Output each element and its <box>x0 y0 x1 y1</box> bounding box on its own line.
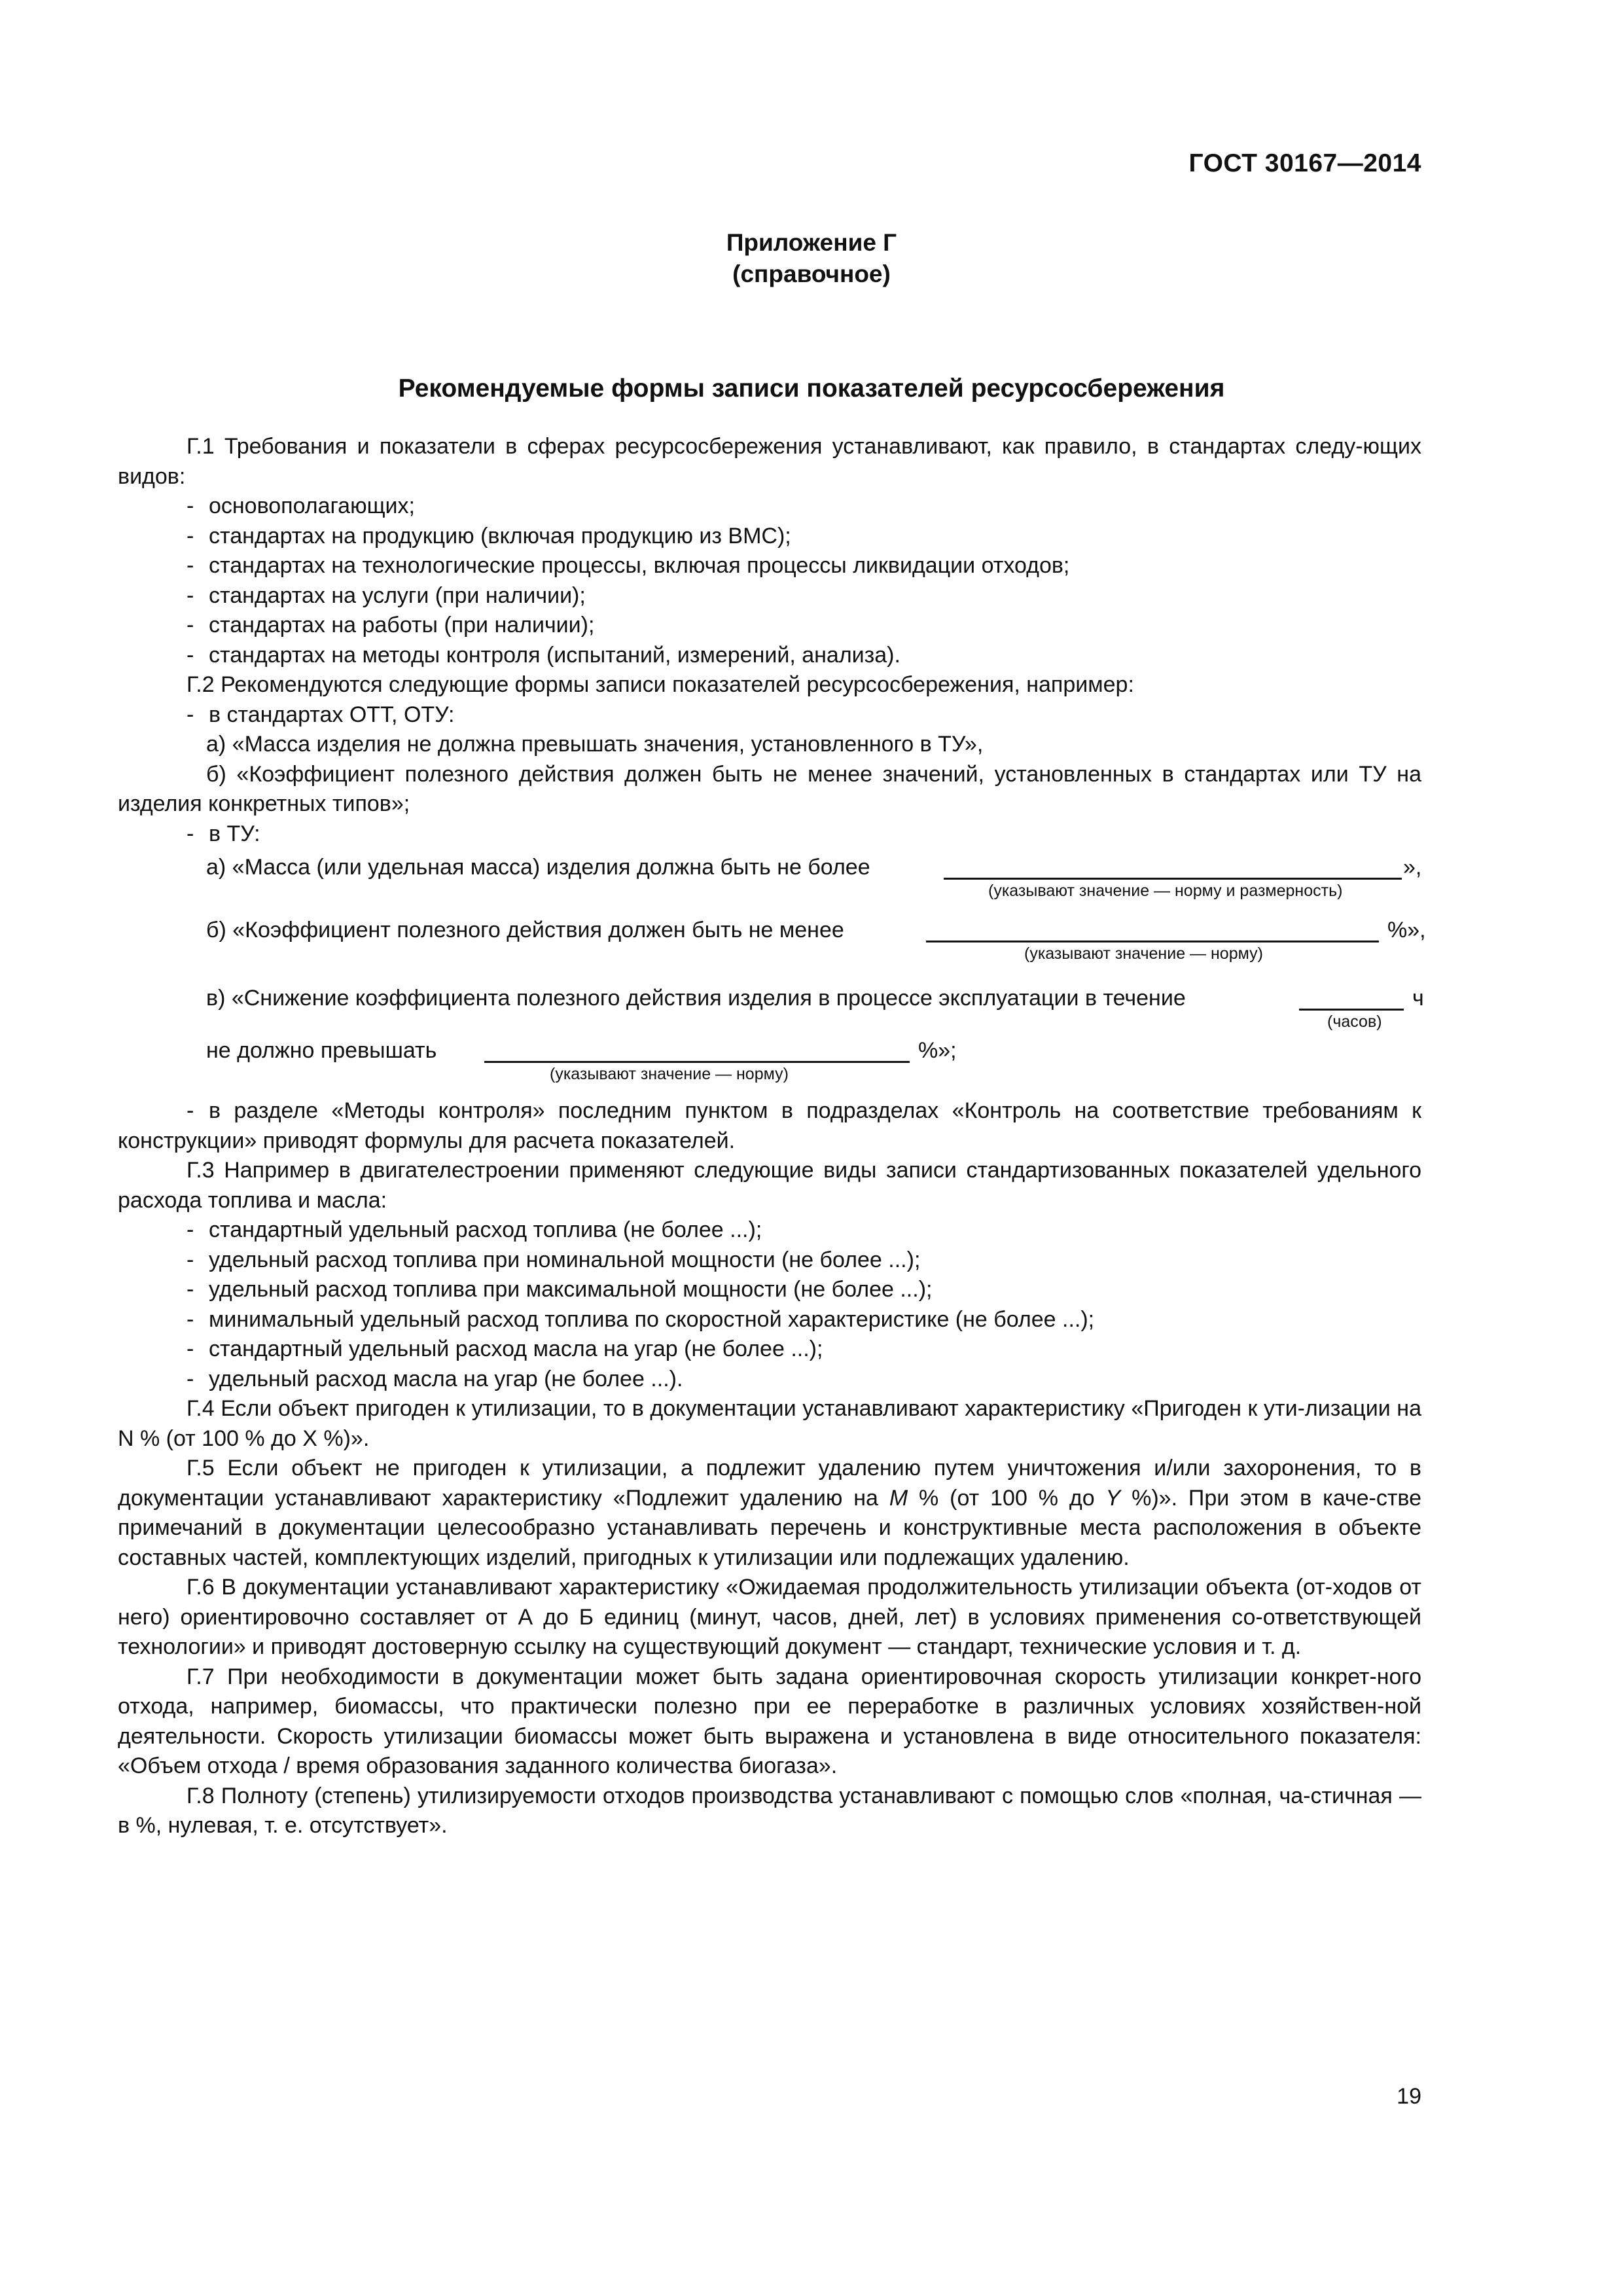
list-item: - стандартный удельный расход топлива (не более ...); <box>187 1217 762 1242</box>
list-item: - в разделе «Методы контроля» последним пунктом в подразделах «Контроль на соответствие требованиям к конструкции» приводят формулы для расчета показателей. <box>118 1098 1421 1153</box>
list-item: - минимальный удельный расход топлива по скоростной характеристике (не более ...); <box>187 1306 1095 1332</box>
list-item: - стандартах на работы (при наличии); <box>187 613 595 637</box>
form-c2-blank <box>484 1061 910 1063</box>
form-c2-tail: %»; <box>918 1038 957 1063</box>
list-item: - стандартах на продукцию (включая продукцию из ВМС); <box>187 523 791 548</box>
form-c-caption: (часов) <box>1327 1013 1382 1031</box>
form-b-tail: %», <box>1387 918 1426 942</box>
appendix-body <box>118 432 1426 1841</box>
form-line-b <box>118 916 1426 984</box>
form-c-blank <box>1299 1009 1404 1011</box>
form-a-caption: (указывают значение — норму и размерность) <box>988 882 1343 900</box>
g3-intro: Г.3 Например в двигателестроении применяют следующие виды записи стандартизованных показателей удельного расхода топлива и масла: <box>118 1158 1421 1213</box>
list-item: - стандартах на технологические процессы, включая процессы ликвидации отходов; <box>187 553 1070 578</box>
form-line-a <box>118 853 1421 916</box>
g4-paragraph: Г.4 Если объект пригоден к утилизации, то в документации устанавливают характеристику «Пригоден к ути-лизации на N % (от 100 % до X %)». <box>118 1396 1421 1451</box>
variable-y: Y <box>1105 1485 1121 1511</box>
variable-m: M <box>889 1485 908 1511</box>
form-line-c2 <box>118 1036 1421 1096</box>
form-b-text: б) «Коэффициент полезного действия должен быть не менее <box>206 918 844 942</box>
form-line-c <box>118 984 1424 1036</box>
list-item: - стандартный удельный расход масла на угар (не более ...); <box>187 1336 823 1361</box>
standard-number: ГОСТ 30167—2014 <box>1188 149 1421 177</box>
list-item: - стандартах на методы контроля (испытаний, измерений, анализа). <box>187 642 901 668</box>
appendix-label: Приложение Г <box>726 229 897 256</box>
form-c-text: в) «Снижение коэффициента полезного действия изделия в процессе эксплуатации в течение <box>206 986 1186 1011</box>
list-item: - стандартах на услуги (при наличии); <box>187 583 586 608</box>
form-c2-text: не должно превышать <box>206 1038 437 1063</box>
page-number: 19 <box>1397 2084 1421 2109</box>
form-b-blank <box>926 941 1379 942</box>
list-item: - удельный расход топлива при номинальной мощности (не более ...); <box>187 1247 921 1272</box>
form-b-caption: (указывают значение — норму) <box>1024 944 1263 963</box>
form-c2-caption: (указывают значение — норму) <box>550 1065 789 1083</box>
g2-ott-a: а) «Масса изделия не должна превышать значения, установленного в ТУ», <box>206 732 984 757</box>
list-item: - основополагающих; <box>187 493 415 518</box>
appendix-title: Рекомендуемые формы записи показателей ресурсосбережения <box>398 374 1225 403</box>
g2-ott-b: б) «Коэффициент полезного действия должен быть не менее значений, установленных в стандартах или ТУ на изделия конкретных типов»; <box>118 761 1421 816</box>
form-a-blank <box>944 878 1402 880</box>
list-item: - в стандартах ОТТ, ОТУ: <box>187 702 455 727</box>
list-item: - удельный расход масла на угар (не более ...). <box>187 1366 683 1391</box>
form-a-tail: », <box>1403 855 1422 880</box>
form-c-tail: ч <box>1412 986 1424 1011</box>
g7-paragraph: Г.7 При необходимости в документации может быть задана ориентировочная скорость утилизации конкрет-ного отхода, например, биомассы, что практически полезно при ее переработке в различных условиях хозяйствен-ной деятельности. Скорость утилизации биомассы может быть выражена и установлена в виде относительного показателя: «Объем отхода / время образования заданного количества биогаза». <box>118 1664 1421 1778</box>
g1-intro: Г.1 Требования и показатели в сферах ресурсосбережения устанавливают, как правило, в стандартах следу-ющих видов: <box>118 434 1421 489</box>
appendix-type: (справочное) <box>732 260 891 287</box>
g8-paragraph: Г.8 Полноту (степень) утилизируемости отходов производства устанавливают с помощью слов «полная, ча-стичная — в %, нулевая, т. е. отсутствует». <box>118 1783 1421 1838</box>
form-a-text: а) «Масса (или удельная масса) изделия должна быть не более <box>206 855 870 880</box>
list-item: - в ТУ: <box>187 821 260 846</box>
list-item: - удельный расход топлива при максимальной мощности (не более ...); <box>187 1277 933 1302</box>
g6-paragraph: Г.6 В документации устанавливают характеристику «Ожидаемая продолжительность утилизации объекта (от-ходов от него) ориентировочно составляет от А до Б единиц (минут, часов, дней, лет) в условиях применения со-ответствующей технологии» и приводят достоверную ссылку на существующий документ — стандарт, технические условия и т. д. <box>118 1575 1421 1659</box>
g2-intro: Г.2 Рекомендуются следующие формы записи показателей ресурсосбережения, например: <box>187 672 1134 697</box>
g5-paragraph: Г.5 Если объект не пригоден к утилизации, а подлежит удалению путем уничтожения и/или захоронения, то в документации устанавливают характеристику «Подлежит удалению на M % (от 100 % до Y %)». При этом в каче-стве примечаний в документации целесообразно устанавливать перечень и конструктивные места расположения в объекте составных частей, комплектующих изделий, пригодных к утилизации или подлежащих удалению. <box>118 1456 1421 1570</box>
appendix-heading <box>0 227 1623 290</box>
